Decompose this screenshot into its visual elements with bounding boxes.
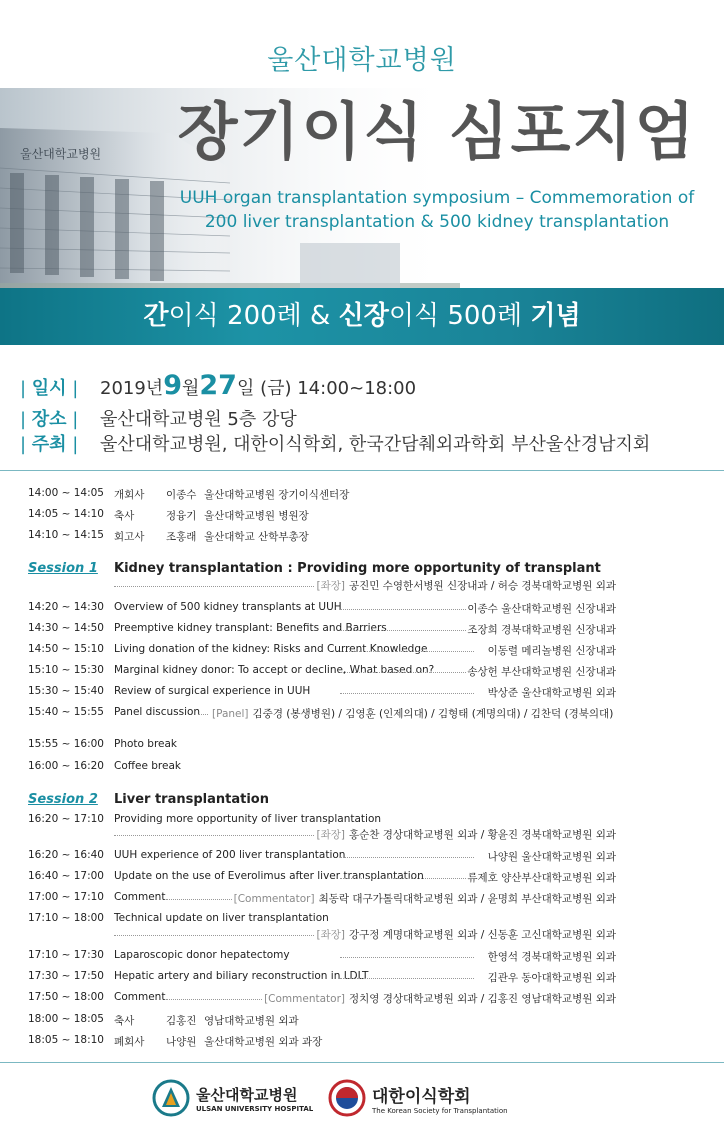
ksot-logo [328, 1078, 508, 1118]
program-row [0, 949, 724, 967]
chair-line [315, 927, 616, 942]
time-slot: 15:30 ~ 15:40 [28, 685, 104, 697]
time-slot: 18:05 ~ 18:10 [28, 1034, 104, 1046]
row-affil: 영남대학교병원 외과 [204, 1015, 299, 1027]
dotted-leader [198, 706, 208, 715]
row-role: 폐회사 [114, 1036, 145, 1048]
time-slot: 15:40 ~ 15:55 [28, 706, 104, 718]
block-title: Providing more opportunity of liver transplantation [114, 813, 382, 825]
talk-speaker: 조장희 경북대학교병원 신장내과 [467, 624, 616, 636]
program-row [0, 601, 724, 619]
chair-line [315, 578, 616, 593]
time-slot: 17:30 ~ 17:50 [28, 970, 104, 982]
talk-speaker: 류제호 양산부산대학교병원 외과 [467, 872, 616, 884]
divider [0, 470, 724, 471]
time-slot: 15:55 ~ 16:00 [28, 738, 104, 750]
program-row [0, 529, 724, 547]
row-affil: 울산대학교병원 병원장 [204, 510, 309, 522]
panel-title: Panel discussion [114, 706, 201, 718]
program-row [0, 738, 724, 756]
uuh-emblem-icon [152, 1079, 190, 1117]
chair-line [315, 827, 616, 842]
row-role: 개회사 [114, 489, 145, 501]
time-slot: 14:05 ~ 14:10 [28, 508, 104, 520]
dotted-leader [340, 685, 474, 694]
program-row [0, 487, 724, 505]
row-role: 축사 [114, 510, 135, 522]
program-row [0, 870, 724, 888]
talk-title: Laparoscopic donor hepatectomy [114, 949, 290, 961]
program-row [0, 706, 724, 724]
talk-speaker: 송상헌 부산대학교병원 신장내과 [467, 666, 616, 678]
commemoration-text: 간이식 200례 & 신장이식 500례 기념 [143, 301, 581, 331]
row-name: 정융기 [166, 510, 197, 522]
session2-title: Liver transplantation [114, 792, 269, 807]
subtitle-line1: UUH organ transplantation symposium – Commemoration of [179, 188, 695, 208]
commentator-line [262, 991, 616, 1006]
uuh-logo [152, 1078, 313, 1118]
talk-title: Living donation of the kidney: Risks and Current Knowledge [114, 643, 428, 655]
talk-speaker: 이동렬 메리놀병원 신장내과 [487, 645, 616, 657]
time-slot: 17:50 ~ 18:00 [28, 991, 104, 1003]
program-row [0, 827, 724, 845]
hero-banner [0, 0, 724, 345]
talk-speaker: 나양원 울산대학교병원 외과 [487, 851, 616, 863]
commemoration-band [0, 288, 724, 345]
time-slot: 16:00 ~ 16:20 [28, 760, 104, 772]
block-title: Technical update on liver transplantation [114, 912, 329, 924]
program-row [0, 760, 724, 778]
program-row [0, 685, 724, 703]
break-title: Coffee break [114, 760, 181, 772]
row-name: 나양원 [166, 1036, 197, 1048]
program-row [0, 991, 724, 1009]
row-name: 이종수 [166, 489, 197, 501]
time-slot: 16:40 ~ 17:00 [28, 870, 104, 882]
event-venue: | 장소 | 울산대학교병원 5층 강당 [20, 409, 297, 430]
chair-tag: [좌장] [316, 580, 345, 592]
dotted-leader [340, 643, 474, 652]
time-slot: 17:00 ~ 17:10 [28, 891, 104, 903]
dotted-leader [340, 870, 474, 879]
talk-title: Preemptive kidney transplant: Benefits and Barriers [114, 622, 387, 634]
talk-title: Marginal kidney donor: To accept or decline, What based on? [114, 664, 435, 676]
dotted-leader [340, 622, 474, 631]
break-title: Photo break [114, 738, 178, 750]
panel-names: 김중경 (봉생병원) / 김영훈 (인제의대) / 김형태 (계명의대) / 김찬덕 (경북의대) [252, 708, 614, 720]
talk-speaker: 김관우 동아대학교병원 외과 [487, 972, 616, 984]
subtitle-line2: 200 liver transplantation & 500 kidney transplantation [204, 212, 670, 232]
program-row [0, 664, 724, 682]
panel-tag: [Panel] [212, 708, 249, 720]
program-row [0, 508, 724, 526]
row-name: 김홍진 [166, 1015, 197, 1027]
row-affil: 울산대학교병원 외과 과장 [204, 1036, 323, 1048]
chair-names: 강구정 계명대학교병원 외과 / 신동훈 고신대학교병원 외과 [349, 929, 616, 941]
program-row [0, 970, 724, 988]
program-row [0, 622, 724, 640]
time-slot: 16:20 ~ 16:40 [28, 849, 104, 861]
time-slot: 14:10 ~ 14:15 [28, 529, 104, 541]
page-title: 장기이식 심포지엄 [177, 95, 697, 168]
session1-label: Session 1 [28, 561, 98, 576]
program-row [0, 891, 724, 909]
program-row [0, 1034, 724, 1052]
ksot-logo-name: 대한이식학회 [372, 1086, 471, 1107]
dotted-leader [340, 970, 474, 979]
talk-speaker: 한영석 경북대학교병원 외과 [487, 951, 616, 963]
program-row [0, 927, 724, 945]
program-row [0, 643, 724, 661]
program-row [0, 1013, 724, 1031]
chair-tag: [좌장] [316, 929, 345, 941]
ksot-emblem-icon [328, 1079, 366, 1117]
time-slot: 15:10 ~ 15:30 [28, 664, 104, 676]
session1-title: Kidney transplantation : Providing more opportunity of transplant [114, 561, 601, 576]
row-role: 회고사 [114, 531, 145, 543]
time-slot: 17:10 ~ 18:00 [28, 912, 104, 924]
dotted-leader [340, 849, 474, 858]
talk-title: Review of surgical experience in UUH [114, 685, 311, 697]
uuh-logo-name: 울산대학교병원 [196, 1085, 298, 1104]
time-slot: 18:00 ~ 18:05 [28, 1013, 104, 1025]
dotted-leader [340, 949, 474, 958]
comment-title: Comment [114, 991, 166, 1003]
time-slot: 16:20 ~ 17:10 [28, 813, 104, 825]
chair-names: 홍순찬 경상대학교병원 외과 / 황윤진 경북대학교병원 외과 [349, 829, 616, 841]
talk-speaker: 이종수 울산대학교병원 신장내과 [467, 603, 616, 615]
time-slot: 14:30 ~ 14:50 [28, 622, 104, 634]
commentator-line [232, 891, 616, 906]
dotted-leader [340, 601, 474, 610]
program-row [0, 578, 724, 596]
time-slot: 14:00 ~ 14:05 [28, 487, 104, 499]
talk-speaker: 박상준 울산대학교병원 외과 [487, 687, 616, 699]
row-role: 축사 [114, 1015, 135, 1027]
talk-title: Update on the use of Everolimus after liver transplantation [114, 870, 424, 882]
building-sign: 울산대학교병원 [20, 147, 102, 161]
commentator-names: 최동락 대구가톨릭대학교병원 외과 / 윤명희 부산대학교병원 외과 [318, 893, 616, 905]
ksot-logo-sub: The Korean Society for Transplantation [372, 1106, 508, 1115]
event-date: | 일시 | 2019년 9 월 27 일 (금) 14:00~18:00 [20, 370, 417, 401]
time-slot: 17:10 ~ 17:30 [28, 949, 104, 961]
panel-line [212, 706, 613, 721]
time-slot: 14:20 ~ 14:30 [28, 601, 104, 613]
commentator-tag: [Commentator] [264, 993, 345, 1005]
uuh-logo-sub: ULSAN UNIVERSITY HOSPITAL [196, 1104, 314, 1113]
divider [0, 1062, 724, 1063]
organizer-name: 울산대학교병원 [267, 45, 457, 76]
talk-title: UUH experience of 200 liver transplantation [114, 849, 346, 861]
talk-title: Hepatic artery and biliary reconstruction in LDLT [114, 970, 369, 982]
event-host: | 주최 | 울산대학교병원, 대한이식학회, 한국간담췌외과학회 부산울산경남지회 [20, 434, 651, 455]
comment-title: Comment [114, 891, 166, 903]
talk-title: Overview of 500 kidney transplants at UUH [114, 601, 342, 613]
row-affil: 울산대학교 산학부총장 [204, 531, 309, 543]
dotted-leader [340, 664, 474, 673]
commentator-tag: [Commentator] [233, 893, 315, 905]
row-name: 조홍래 [166, 531, 197, 543]
chair-tag: [좌장] [316, 829, 345, 841]
row-affil: 울산대학교병원 장기이식센터장 [204, 489, 350, 501]
time-slot: 14:50 ~ 15:10 [28, 643, 104, 655]
program-row [0, 849, 724, 867]
session2-label: Session 2 [28, 792, 98, 807]
chair-names: 공진민 수영한서병원 신장내과 / 허승 경북대학교병원 외과 [349, 580, 616, 592]
commentator-names: 정치영 경상대학교병원 외과 / 김홍진 영남대학교병원 외과 [349, 993, 616, 1005]
